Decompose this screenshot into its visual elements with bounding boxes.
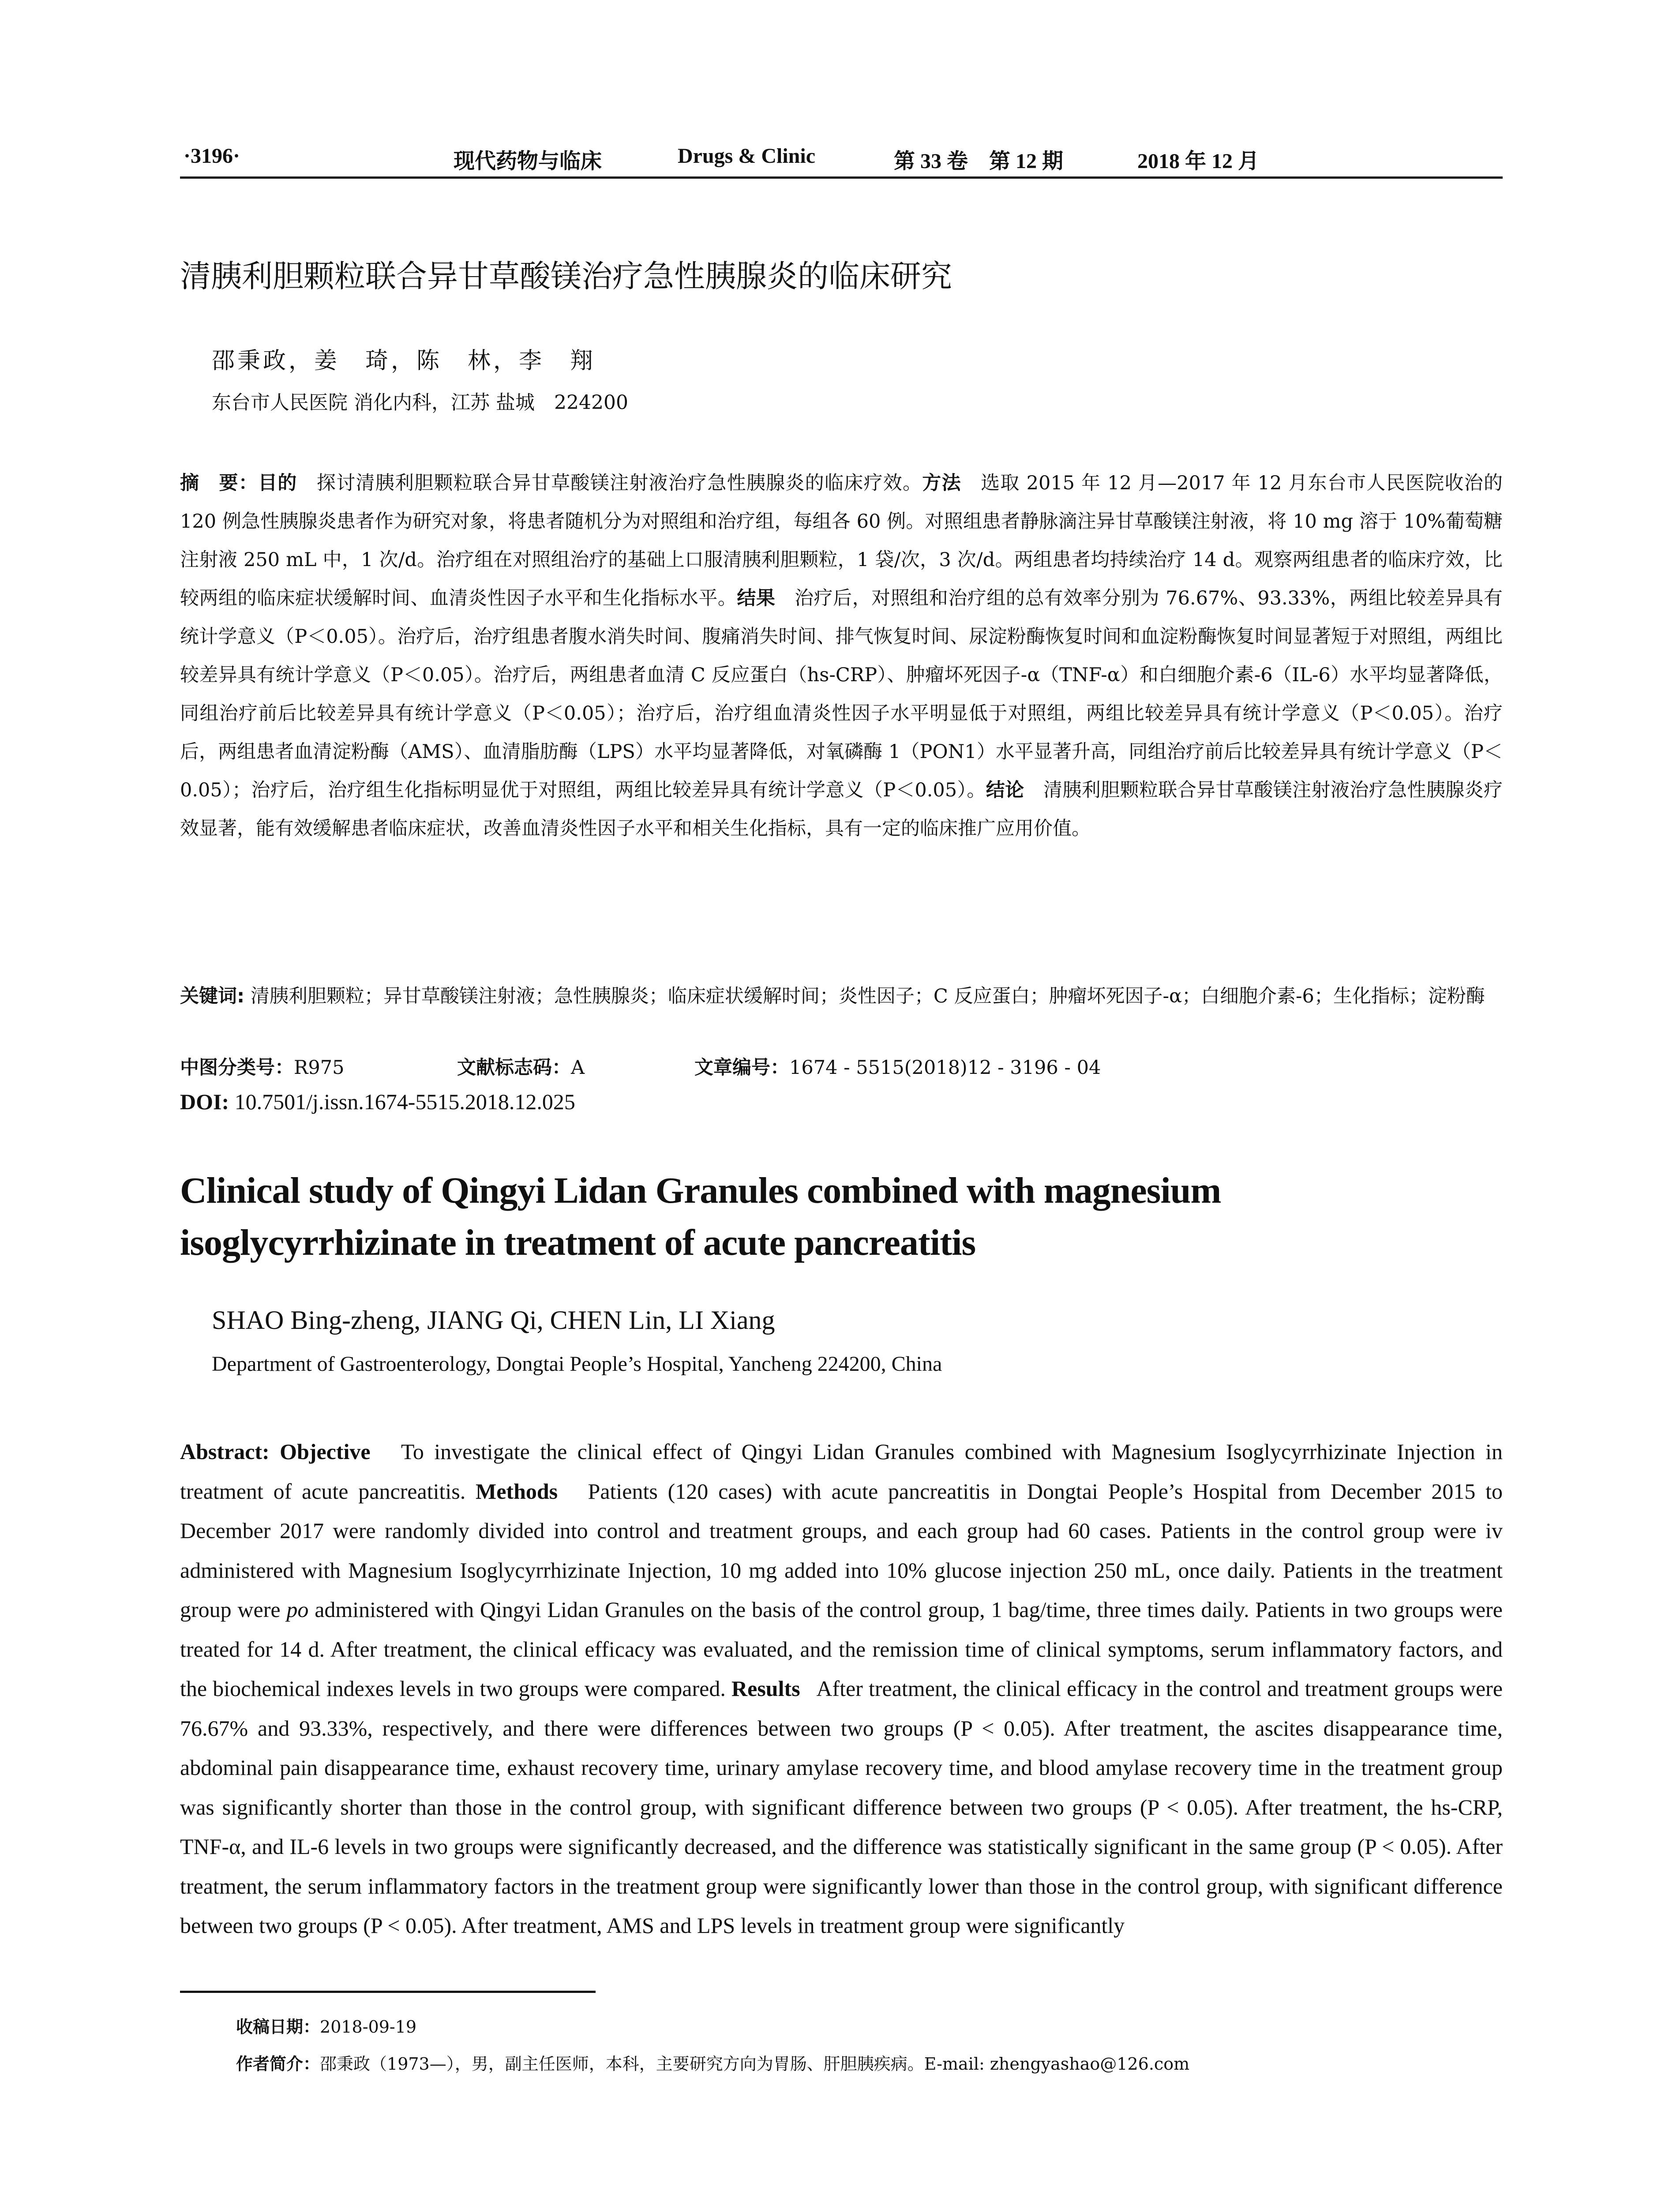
results-label-en: Results (731, 1676, 800, 1701)
objective-label-en: Objective (280, 1439, 371, 1464)
doc-code-label: 文献标志码： (457, 1057, 571, 1079)
footnote-received (236, 2013, 416, 2037)
running-header (180, 140, 1503, 179)
doi (180, 1089, 575, 1114)
doi-value[interactable]: 10.7501/j.issn.1674-5515.2018.12.025 (234, 1089, 575, 1114)
methods-label-cn: 方法 (922, 472, 961, 494)
footnote-divider (180, 1991, 596, 1993)
doc-code-entry (457, 1053, 585, 1080)
objective-text-en: To investigate the clinical effect of Qingyi Lidan Granules combined with Magnesium Isoglycyrrhizinate Injection in treatment of acute pancreatitis. (180, 1439, 1503, 1504)
classification-line (180, 1053, 1503, 1088)
methods-po-en: po (286, 1597, 309, 1622)
page-number: ·3196· (184, 144, 240, 168)
title-cn: 清胰利胆颗粒联合异甘草酸镁治疗急性胰腺炎的临床研究 (180, 258, 952, 294)
clc-value: R975 (294, 1057, 345, 1079)
affiliation-en: Department of Gastroenterology, Dongtai People’s Hospital, Yancheng 224200, China (212, 1352, 942, 1376)
doi-label: DOI: (180, 1089, 229, 1114)
results-text-en: After treatment, the clinical efficacy in the control and treatment groups were 76.67% and 93.33%, respectively, and there were differences between two groups (P < 0.05). After treatment, the ascites disappearance time, abdominal pain disappearance time, exhaust recovery time, urinary amylase recovery time, and blood amylase recovery time in the treatment group was significantly shorter than those in the control group, with significant difference between two groups (P < 0.05). After treatment, the hs-CRP, TNF-α, and IL-6 levels in two groups were significantly decreased, and the difference was statistically significant in the same group (P < 0.05). After treatment, the serum inflammatory factors in the treatment group were significantly lower than those in the control group, with significant difference between two groups (P < 0.05). After treatment, AMS and LPS levels in treatment group were significantly (180, 1676, 1503, 1938)
article-no-entry (694, 1053, 1101, 1080)
authors-cn: 邵秉政，姜 琦，陈 林，李 翔 (212, 348, 596, 374)
article-no-label: 文章编号： (694, 1057, 789, 1079)
abstract-en (180, 1432, 1503, 1946)
results-label-cn: 结果 (737, 587, 776, 609)
doc-code-value: A (571, 1057, 585, 1079)
conclusion-label-cn: 结论 (986, 779, 1024, 801)
footnote-author (236, 2050, 1189, 2075)
clc-entry (180, 1053, 344, 1080)
keywords-label-cn: 关键词: (180, 985, 245, 1007)
article-no-value: 1674 - 5515(2018)12 - 3196 - 04 (789, 1057, 1101, 1079)
author-bio-label: 作者简介： (236, 2054, 320, 2074)
received-label: 收稿日期： (236, 2017, 320, 2037)
methods-text-en-b: administered with Qingyi Lidan Granules on the basis of the control group, 1 bag/time, three times daily. Patients in two groups were treated for 14 d. After treatment, the clinical efficacy was evaluated, and the remission time of clinical symptoms, serum inflammatory factors, and the biochemical indexes levels in two groups were compared. (180, 1597, 1503, 1701)
results-text-cn: 治疗后，对照组和治疗组的总有效率分别为 76.67%、93.33%，两组比较差异具有统计学意义（P＜0.05）。治疗后，治疗组患者腹水消失时间、腹痛消失时间、排气恢复时间、尿淀粉酶恢复时间和血淀粉酶恢复时间显著短于对照组，两组比较差异具有统计学意义（P＜0.05）。治疗后，两组患者血清 C 反应蛋白（hs-CRP）、肿瘤坏死因子-α（TNF-α）和白细胞介素-6（IL-6）水平均显著降低，同组治疗前后比较差异具有统计学意义（P＜0.05）；治疗后，治疗组血清炎性因子水平明显低于对照组，两组比较差异具有统计学意义（P＜0.05）。治疗后，两组患者血清淀粉酶（AMS）、血清脂肪酶（LPS）水平均显著降低，对氧磷酶 1（PON1）水平显著升高，同组治疗前后比较差异具有统计学意义（P＜0.05）；治疗后，治疗组生化指标明显优于对照组，两组比较差异具有统计学意义（P＜0.05）。 (180, 587, 1503, 801)
received-date: 2018-09-19 (320, 2017, 417, 2037)
keywords-cn (180, 979, 1503, 1014)
author-bio: 邵秉政（1973—），男，副主任医师，本科，主要研究方向为胃肠、肝胆胰疾病。E-mail: zhengyashao@126.com (320, 2054, 1190, 2074)
objective-text-cn: 探讨清胰利胆颗粒联合异甘草酸镁注射液治疗急性胰腺炎的临床疗效。 (316, 472, 922, 494)
issue-date: 2018 年 12 月 (1137, 150, 1260, 173)
affiliation-cn: 东台市人民医院 消化内科，江苏 盐城 224200 (212, 391, 628, 414)
journal-name-cn: 现代药物与临床 (454, 150, 602, 173)
keywords-text-cn: 清胰利胆颗粒；异甘草酸镁注射液；急性胰腺炎；临床症状缓解时间；炎性因子；C 反应蛋白；肿瘤坏死因子-α；白细胞介素-6；生化指标；淀粉酶 (250, 985, 1485, 1007)
abstract-label-cn: 摘 要： (180, 472, 259, 494)
clc-label: 中图分类号： (180, 1057, 294, 1079)
methods-label-en: Methods (476, 1478, 558, 1504)
abstract-cn (180, 464, 1503, 848)
objective-label-cn: 目的 (258, 472, 297, 494)
conclusion-text-cn: 清胰利胆颗粒联合异甘草酸镁注射液治疗急性胰腺炎疗效显著，能有效缓解患者临床症状，改善血清炎性因子水平和相关生化指标，具有一定的临床推广应用价值。 (180, 779, 1503, 840)
title-en: Clinical study of Qingyi Lidan Granules combined with magnesium isoglycyrrhizinate in treatment of acute pancreatitis (180, 1170, 1221, 1263)
methods-text-cn: 选取 2015 年 12 月—2017 年 12 月东台市人民医院收治的 120 例急性胰腺炎患者作为研究对象，将患者随机分为对照组和治疗组，每组各 60 例。对照组患者静脉滴注异甘草酸镁注射液，将 10 mg 溶于 10%葡萄糖注射液 250 mL 中，1 次/d。治疗组在对照组治疗的基础上口服清胰利胆颗粒，1 袋/次，3 次/d。两组患者均持续治疗 14 d。观察两组患者的临床疗效，比较两组的临床症状缓解时间、血清炎性因子水平和生化指标水平。 (180, 472, 1503, 609)
authors-en: SHAO Bing-zheng, JIANG Qi, CHEN Lin, LI Xiang (212, 1306, 775, 1335)
abstract-label-en: Abstract: (180, 1439, 270, 1464)
methods-text-en-a: Patients (120 cases) with acute pancreatitis in Dongtai People’s Hospital from December 2015 to December 2017 were randomly divided into control and treatment groups, and each group had 60 cases. Patients in the control group were iv administered with Magnesium Isoglycyrrhizinate Injection, 10 mg added into 10% glucose injection 250 mL, once daily. Patients in the treatment group were (180, 1478, 1503, 1622)
volume-issue: 第 33 卷 第 12 期 (894, 150, 1064, 173)
journal-name-en: Drugs & Clinic (678, 144, 815, 168)
